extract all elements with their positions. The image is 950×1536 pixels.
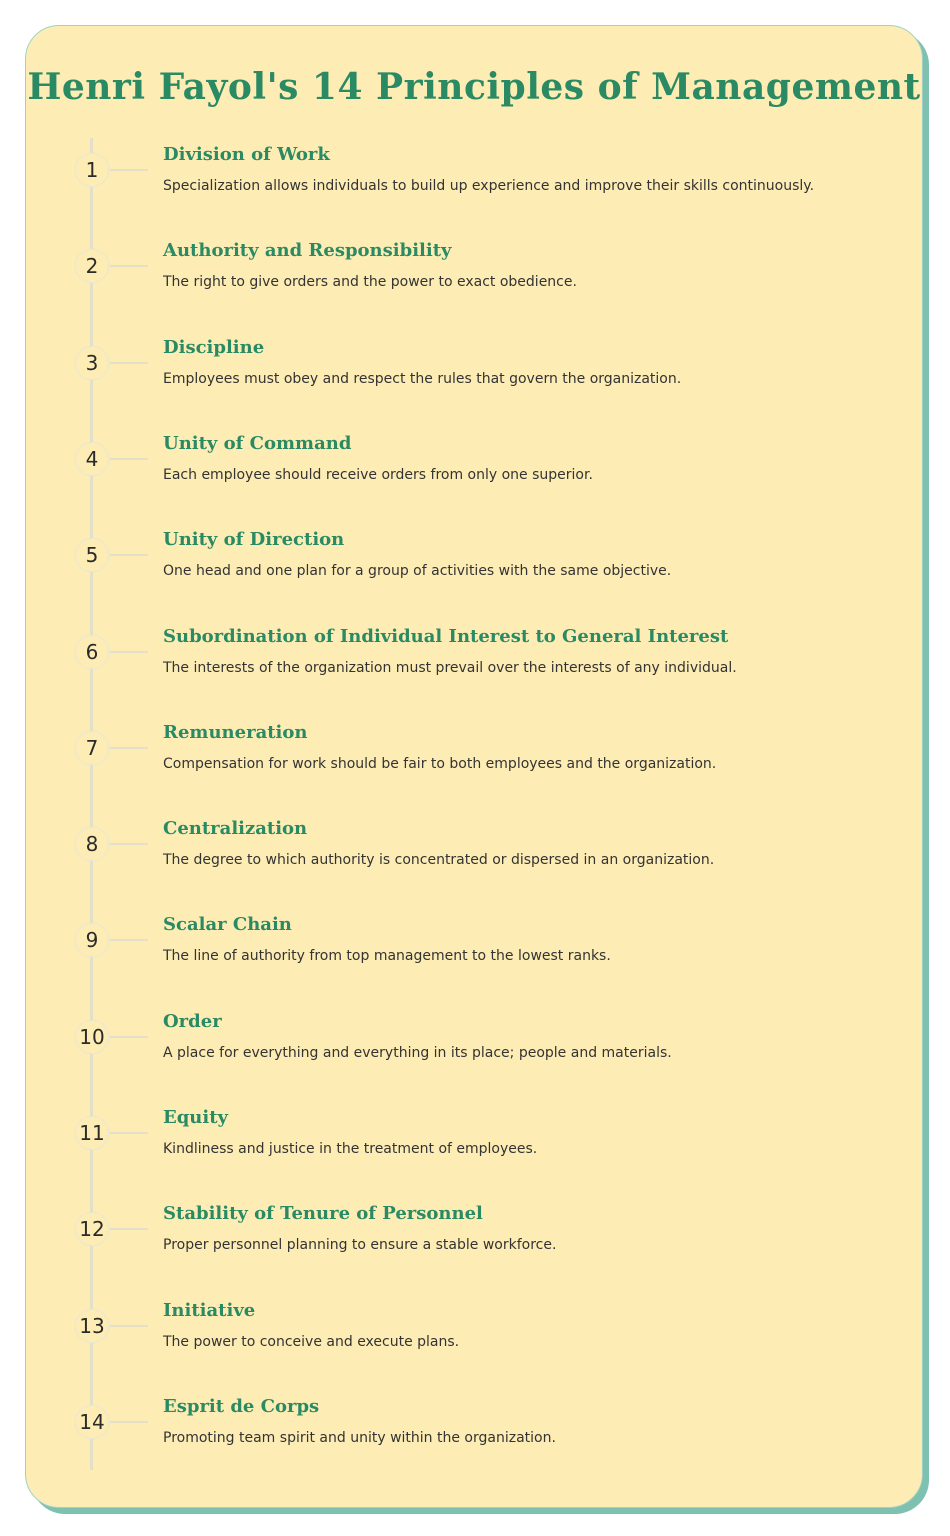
principle-item xyxy=(26,818,922,924)
principle-description: Specialization allows individuals to build up experience and improve their skills continuously. xyxy=(163,178,815,194)
principle-title: Equity xyxy=(163,1107,229,1128)
principle-item xyxy=(26,1203,922,1309)
principle-number: 1 xyxy=(76,154,108,186)
principle-item xyxy=(26,240,922,346)
principle-item xyxy=(26,1299,922,1406)
principle-description: Proper personnel planning to ensure a stable workforce. xyxy=(163,1237,557,1254)
principle-description: The interests of the organization must prevail over the interests of any individual. xyxy=(163,659,737,676)
connector-line xyxy=(110,362,148,364)
principle-description: The power to conceive and execute plans. xyxy=(163,1333,460,1350)
principle-item xyxy=(26,529,922,635)
principle-title: Authority and Responsibility xyxy=(163,240,452,262)
connector-line xyxy=(110,1228,148,1230)
principle-number: 10 xyxy=(76,1021,108,1053)
connector-line xyxy=(110,747,148,749)
principle-title: Scalar Chain xyxy=(163,914,292,936)
principle-item xyxy=(26,336,922,443)
principle-item xyxy=(26,625,922,732)
connector-line xyxy=(110,939,148,941)
principle-title: Division of Work xyxy=(163,144,330,165)
principle-number: 7 xyxy=(76,732,108,764)
connector-line xyxy=(110,169,148,171)
principles-card xyxy=(25,25,923,1508)
principle-number: 9 xyxy=(76,924,108,956)
principle-description: One head and one plan for a group of activities with the same objective. xyxy=(163,563,672,580)
principle-item xyxy=(26,144,922,250)
connector-line xyxy=(110,265,148,267)
connector-line xyxy=(110,458,148,460)
page-title: Henri Fayol's 14 Principles of Management xyxy=(27,66,921,108)
principle-number: 11 xyxy=(76,1117,108,1149)
principle-title: Remuneration xyxy=(163,721,308,743)
connector-line xyxy=(110,1036,148,1038)
principle-title: Order xyxy=(163,1010,222,1032)
principle-description: Promoting team spirit and unity within the organization. xyxy=(163,1429,556,1446)
principle-number: 3 xyxy=(76,347,108,379)
principle-title: Initiative xyxy=(163,1299,256,1321)
principle-description: The line of authority from top management to the lowest ranks. xyxy=(163,948,611,965)
principle-number: 8 xyxy=(76,828,108,860)
principle-item xyxy=(26,914,922,1020)
principle-title: Centralization xyxy=(163,818,308,840)
principle-title: Esprit de Corps xyxy=(163,1395,320,1417)
principle-description: Compensation for work should be fair to both employees and the organization. xyxy=(163,755,717,772)
connector-line xyxy=(110,843,148,845)
principle-number: 5 xyxy=(76,539,108,571)
principle-description: The right to give orders and the power to exact obedience. xyxy=(163,274,577,291)
principle-item xyxy=(26,432,922,539)
principle-description: Each employee should receive orders from only one superior. xyxy=(163,466,593,483)
connector-line xyxy=(110,651,148,653)
connector-line xyxy=(110,1325,148,1327)
principle-title: Stability of Tenure of Personnel xyxy=(163,1203,483,1225)
connector-line xyxy=(110,1421,148,1423)
principle-number: 12 xyxy=(76,1213,108,1245)
principle-title: Discipline xyxy=(163,336,265,358)
principle-number: 14 xyxy=(76,1406,108,1438)
principle-description: Employees must obey and respect the rules that govern the organization. xyxy=(163,370,682,387)
principle-title: Unity of Direction xyxy=(163,529,345,551)
principle-description: A place for everything and everything in its place; people and materials. xyxy=(163,1044,672,1061)
principle-number: 13 xyxy=(76,1310,108,1342)
principle-item xyxy=(26,1107,922,1213)
connector-line xyxy=(110,1132,148,1134)
principle-number: 6 xyxy=(76,636,108,668)
principle-item xyxy=(26,1010,922,1117)
principle-title: Unity of Command xyxy=(163,432,352,454)
connector-line xyxy=(110,554,148,556)
principle-number: 4 xyxy=(76,443,108,475)
principle-description: Kindliness and justice in the treatment of employees. xyxy=(163,1141,538,1157)
principle-item xyxy=(26,721,922,828)
principle-title: Subordination of Individual Interest to General Interest xyxy=(163,625,729,647)
principle-number: 2 xyxy=(76,250,108,282)
principle-description: The degree to which authority is concentrated or dispersed in an organization. xyxy=(163,852,715,869)
principle-item xyxy=(26,1395,922,1502)
